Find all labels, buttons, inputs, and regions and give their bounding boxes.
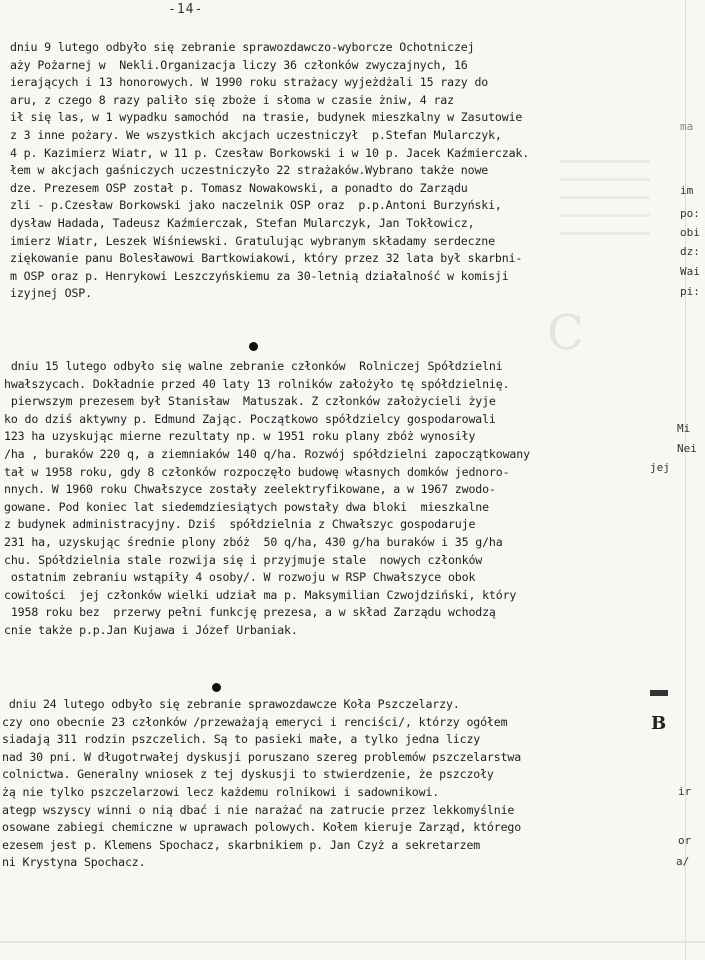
text-line: ił się las, w 1 wypadku samochód na trasie, budynek mieszkalny w Zasutowie <box>10 110 523 125</box>
text-line: 1958 roku bez przerwy pełni funkcję prezesa, a w skład Zarządu wchodzą <box>4 605 496 620</box>
paragraph-kolo-pszczelarzy <box>2 696 622 872</box>
text-line: łem w akcjach gaśniczych uczestniczyło 22 strażaków.Wybrano także nowe <box>10 163 489 178</box>
paragraph-rsp-chwalszyce <box>4 358 624 640</box>
text-line: pierwszym prezesem był Stanisław Matuszak. Z członków założycieli żyje <box>4 394 496 409</box>
text-line: 231 ha, uzyskując średnie plony zbóż 50 q/ha, 430 g/ha buraków i 35 g/ha <box>4 534 503 549</box>
text-line: ezesem jest p. Klemens Spochacz, skarbnikiem p. Jan Czyż a sekretarzem <box>2 837 481 852</box>
text-line: 4 p. Kazimierz Wiatr, w 11 p. Czesław Borkowski i w 10 p. Jacek Kaźmierczak. <box>10 145 530 160</box>
margin-fragment: ir <box>678 785 692 798</box>
text-line: dniu 15 lutego odbyło się walne zebranie członków Rolniczej Spółdzielni <box>4 359 503 373</box>
margin-fragment: jej <box>650 461 670 474</box>
margin-fragment: im <box>680 184 694 197</box>
margin-fragment: or <box>678 834 692 847</box>
paragraph-osp-nekla <box>10 39 630 303</box>
text-line: aru, z czego 8 razy paliło się zboże i słoma w czasie żniw, 4 raz <box>10 92 454 107</box>
text-line: /ha , buraków 220 q, a ziemniaków 140 q/ha. Rozwój spółdzielni zapoczątkowany <box>4 446 530 461</box>
text-line: colnictwa. Generalny wniosek z tej dyskusji to stwierdzenie, że pszczoły <box>2 767 494 782</box>
margin-fragment: po: <box>680 207 700 220</box>
text-line: chu. Spółdzielnia stale rozwija się i przyjmuje stale nowych członków <box>4 552 483 567</box>
text-line: nnych. W 1960 roku Chwałszyce zostały zeelektryfikowane, a w 1967 zwodo- <box>4 482 496 497</box>
text-line: osowane zabiegi chemiczne w uprawach polowych. Kołem kieruje Zarząd, którego <box>2 820 522 835</box>
text-line: cnie także p.p.Jan Kujawa i Józef Urbaniak. <box>4 622 298 637</box>
text-line: ierających i 13 honorowych. W 1990 roku strażacy wyjeżdżali 15 razy do <box>10 75 489 90</box>
margin-fragment: Wai <box>680 265 700 278</box>
text-line: żą nie tylko pszczelarzowi lecz każdemu rolnikowi i sadownikowi. <box>2 784 440 799</box>
page-edge-line <box>685 0 686 960</box>
text-line: zli - p.Czesław Borkowski jako naczelnik OSP oraz p.p.Antoni Burzyński, <box>10 198 502 213</box>
text-line: ko do dziś aktywny p. Edmund Zając. Początkowo spółdzielcy gospodarowali <box>4 411 496 426</box>
text-line: z budynek administracyjny. Dziś spółdzielnia z Chwałszyc gospodaruje <box>4 517 476 532</box>
margin-fragment: dz: <box>680 245 700 258</box>
text-line: ziękowanie panu Bolesławowi Bartkowiakowi, który przez 32 lata był skarbni- <box>10 251 523 266</box>
text-line: izyjnej OSP. <box>10 286 92 301</box>
text-line: dniu 9 lutego odbyło się zebranie sprawozdawczo-wyborcze Ochotniczej <box>10 40 475 54</box>
text-line: aży Pożarnej w Nekli.Organizacja liczy 36 członków zwyczajnych, 16 <box>10 57 468 72</box>
section-bullet <box>249 342 258 351</box>
margin-fragment: pi: <box>680 285 700 298</box>
text-line: gowane. Pod koniec lat siedemdziesiątych powstały dwa bloki mieszkalne <box>4 499 489 514</box>
section-bullet <box>212 683 221 692</box>
page-fold-line <box>0 941 705 943</box>
page-number: -14- <box>168 2 204 17</box>
text-line: dniu 24 lutego odbyło się zebranie sprawozdawcze Koła Pszczelarzy. <box>2 697 460 711</box>
text-line: hwałszycach. Dokładnie przed 40 laty 13 rolników założyło tę spółdzielnię. <box>4 376 510 391</box>
text-line: ategp wszyscy winni o nią dbać i nie narażać na zatrucie przez lekkomyślnie <box>2 802 515 817</box>
text-line: ostatnim zebraniu wstąpiły 4 osoby/. W rozwoju w RSP Chwałszyce obok <box>4 570 476 585</box>
text-line: dze. Prezesem OSP został p. Tomasz Nowakowski, a ponadto do Zarządu <box>10 180 468 195</box>
text-line: ni Krystyna Spochacz. <box>2 855 146 870</box>
text-line: czy ono obecnie 23 członków /przeważają emeryci i renciści/, którzy ogółem <box>2 714 508 729</box>
margin-fragment: B <box>651 713 667 734</box>
text-line: 123 ha uzyskując mierne rezultaty np. w 1951 roku plany zbóż wynosiły <box>4 429 476 444</box>
text-line: z 3 inne pożary. We wszystkich akcjach uczestniczył p.Stefan Mularczyk, <box>10 127 502 142</box>
margin-fragment: a/ <box>676 855 690 868</box>
text-line: nad 30 pni. W długotrwałej dyskusji poruszano szereg problemów pszczelarstwa <box>2 749 522 764</box>
margin-bar-mark <box>650 690 668 696</box>
text-line: dysław Hadada, Tadeusz Kaźmierczak, Stefan Mularczyk, Jan Tokłowicz, <box>10 215 475 230</box>
margin-fragment: obi <box>680 226 700 239</box>
text-line: imierz Wiatr, Leszek Wiśniewski. Gratulując wybranym składamy serdeczne <box>10 233 495 248</box>
margin-fragment: Nei <box>677 442 697 455</box>
text-line: siadają 311 rodzin pszczelich. Są to pasieki małe, a tylko jedna liczy <box>2 732 481 747</box>
margin-fragment: ma <box>680 120 694 133</box>
margin-fragment: Mi <box>677 422 691 435</box>
bleed-through-letter: C <box>547 305 584 361</box>
text-line: tał w 1958 roku, gdy 8 członków rozpoczęło budowę własnych domków jednoro- <box>4 464 510 479</box>
text-line: m OSP oraz p. Henrykowi Leszczyńskiemu za 30-letnią działalność w komisji <box>10 268 509 283</box>
text-line: cowitości jej członków wielki udział ma p. Maksymilian Czwojdziński, który <box>4 587 517 602</box>
